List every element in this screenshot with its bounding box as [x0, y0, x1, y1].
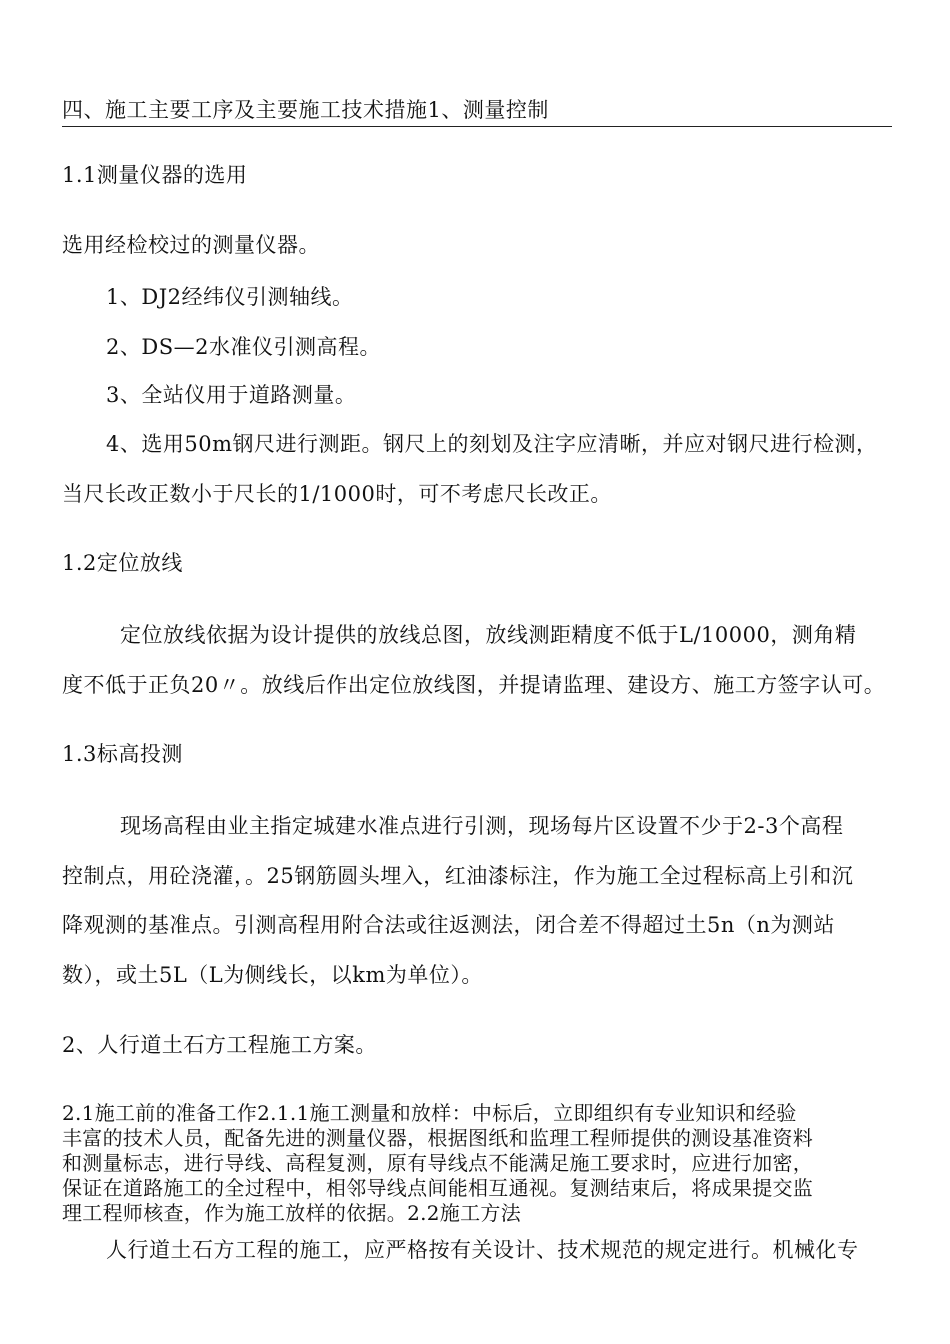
- paragraph-1-2-line-2: 度不低于正负20〃。放线后作出定位放线图，并提请监理、建设方、施工方签字认可。: [62, 673, 886, 697]
- paragraph-2-1-line-2: 丰富的技术人员，配备先进的测量仪器，根据图纸和监理工程师提供的测设基准资料: [62, 1126, 814, 1150]
- paragraph-1-3-line-1: 现场高程由业主指定城建水准点进行引测，现场每片区设置不少于2-3个高程: [120, 814, 844, 838]
- list-item-1: 1、DJ2经纬仪引测轴线。: [106, 285, 354, 309]
- paragraph-2-2-line-1: 人行道土石方工程的施工，应严格按有关设计、技术规范的规定进行。机械化专: [106, 1238, 859, 1262]
- section-title-2: 2、人行道土石方工程施工方案。: [62, 1033, 377, 1057]
- paragraph-2-1-line-3: 和测量标志，进行导线、高程复测，原有导线点不能满足施工要求时，应进行加密，: [62, 1151, 814, 1175]
- section-heading: 四、施工主要工序及主要施工技术措施1、测量控制: [62, 96, 892, 127]
- subsection-title-1-1: 1.1测量仪器的选用: [62, 163, 248, 187]
- list-item-3: 3、全站仪用于道路测量。: [106, 383, 357, 407]
- paragraph-intro: 选用经检校过的测量仪器。: [62, 233, 320, 257]
- subsection-title-1-2: 1.2定位放线: [62, 551, 183, 575]
- paragraph-2-1-line-5: 理工程师核查，作为施工放样的依据。2.2施工方法: [62, 1201, 522, 1225]
- paragraph-2-1-line-4: 保证在道路施工的全过程中，相邻导线点间能相互通视。复测结束后，将成果提交监: [62, 1176, 814, 1200]
- list-item-4-line-1: 4、选用50m钢尺进行测距。钢尺上的刻划及注字应清晰，并应对钢尺进行检测，: [106, 432, 878, 456]
- paragraph-1-3-line-2: 控制点，用砼浇灌，。25钢筋圆头埋入，红油漆标注，作为施工全过程标高上引和沉: [62, 864, 854, 888]
- subsection-title-1-3: 1.3标高投测: [62, 742, 183, 766]
- paragraph-1-3-line-4: 数），或土5L（L为侧线长，以km为单位）。: [62, 963, 483, 987]
- paragraph-1-3-line-3: 降观测的基准点。引测高程用附合法或往返测法，闭合差不得超过土5n（n为测站: [62, 913, 835, 937]
- paragraph-2-1-line-1: 2.1施工前的准备工作2.1.1施工测量和放样：中标后，立即组织有专业知识和经验: [62, 1101, 797, 1125]
- list-item-4-line-2: 当尺长改正数小于尺长的1/1000时，可不考虑尺长改正。: [62, 482, 612, 506]
- paragraph-1-2-line-1: 定位放线依据为设计提供的放线总图，放线测距精度不低于L/10000，测角精: [120, 623, 857, 647]
- list-item-2: 2、DS—2水准仪引测高程。: [106, 335, 381, 359]
